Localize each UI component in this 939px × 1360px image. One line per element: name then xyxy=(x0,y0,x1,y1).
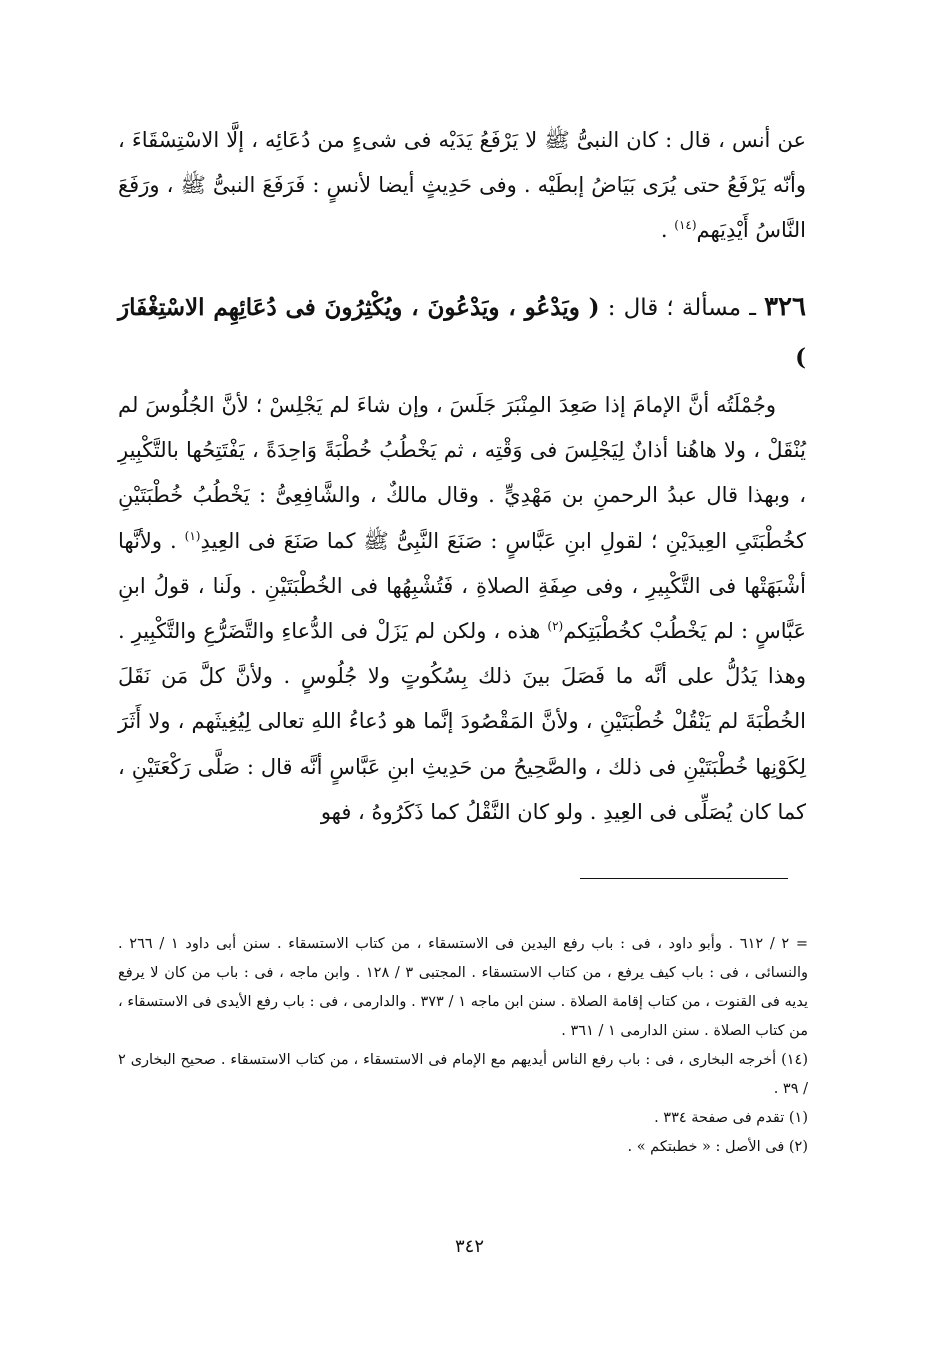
footnote-continuation: = ٢ / ٦١٢ . وأبو داود ، فى : باب رفع اليدين فى الاستسقاء ، من كتاب الاستسقاء . سنن أبى داود ١ / ٢٦٦ . والنسائى ، فى : باب كيف يرفع ، من كتاب الاستسقاء . المجتبى ٣ / ١٢٨ . وابن ماجه ، فى : باب من كان لا يرفع يديه فى القنوت ، من كتاب إقامة الصلاة . سنن ابن ماجه ١ / ٣٧٣ . والدارمى ، فى : باب رفع الأيدى فى الاستسقاء ، من كتاب الصلاة . سنن الدارمى ١ / ٣٦١ . xyxy=(118,936,809,1039)
footnote-ref-14: (١٤) xyxy=(674,218,697,232)
opening-paragraph-text: عن أنس ، قال : كان النبىُّ ﷺ لا يَرْفَعُ يَدَيْه فى شىءٍ من دُعَائِه ، إلَّا الاسْتِسْقَاءَ ، وأنّه يَرْفَعُ حتى يُرَى بَيَاضُ إبطَيْه . وفى حَدِيثٍ أيضا لأنسٍ : فَرَفَعَ النبىُّ ﷺ ، ورَفَعَ النَّاسُ أَيْدِيَهم xyxy=(118,128,806,242)
main-paragraph-part1: وجُمْلَتُه أنَّ الإمامَ إذا صَعِدَ المِنْبَرَ جَلَسَ ، وإن شاءَ لم يَجْلِسْ ؛ لأنَّ الجُلُوسَ لم يُنْقَلْ ، ولا هاهُنا أذانٌ لِيَجْلِسَ فى وَقْتِه ، ثم يَخْطُبُ خُطْبَةً وَاحِدَةً ، يَفْتَتِحُها بالتَّكْبِيرِ ، وبهذا قال عبدُ الرحمنِ بن مَهْدِيٍّ . وقال مالكٌ ، والشَّافِعِىُّ : يَخْطُبُ خُطْبَتَيْنِ كخُطْبَتَىِ العِيدَيْنِ ؛ لقولِ ابنِ عَبَّاسٍ : صَنَعَ النَّبِىُّ ﷺ كما صَنَعَ فى العِيدِ xyxy=(118,393,806,553)
footnote-ref-1: (١) xyxy=(184,528,201,543)
masala-label: ـ مسألة ؛ قال : xyxy=(599,295,765,321)
footnote-2: (٢) فى الأصل : « خطبتكم » . xyxy=(627,1139,808,1155)
main-paragraph-part2: . ولأنَّها أشْبَهَتْها فى التَّكْبِيرِ ، وفى صِفَةِ الصلاةِ ، فَتُشْبِهُها فى الخُطْبَتَيْنِ . ولَنا ، قولُ ابنِ عَبَّاسٍ : لم يَخْطُبْ كخُطْبَتِكم xyxy=(118,528,806,644)
footnote-ref-2: (٢) xyxy=(547,619,564,634)
opening-paragraph-tail: . xyxy=(660,218,675,242)
page-number: ٣٤٢ xyxy=(454,1236,484,1257)
main-paragraph-part3: هذه ، ولكن لم يَزَلْ فى الدُّعاءِ والتَّضَرُّعِ والتَّكْبِيرِ . وهذا يَدُلُّ على أنَّه ما فَصَلَ بينَ ذلك بِسُكُوتٍ ولا جُلُوسٍ . ولأنَّ كلَّ مَن نَقَلَ الخُطْبَةَ لم يَنْقُلْ خُطْبَتَيْنِ ، ولأنَّ المَقْصُودَ إنَّما هو دُعاءُ اللهِ تعالى لِيُغِيثَهم ، ولا أَثَرَ لِكَوْنِها خُطْبَتَيْنِ فى ذلك ، والصَّحِيحُ من حَدِيثِ ابنِ عَبَّاسٍ أنَّه قال : صَلَّى رَكْعَتَيْنِ ، كما كان يُصَلِّى فى العِيدِ . ولو كان النَّقْلُ كما ذَكَرُوهُ ، فهو xyxy=(118,619,806,824)
footnotes xyxy=(118,930,808,1162)
main-paragraph xyxy=(118,383,806,835)
masala-heading xyxy=(118,282,806,383)
footnote-14: (١٤) أخرجه البخارى ، فى : باب رفع الناس أيديهم مع الإمام فى الاستسقاء ، من كتاب الاستسقاء . صحيح البخارى ٢ / ٣٩ . xyxy=(118,1052,808,1097)
footnote-1: (١) تقدم فى صفحة ٣٣٤ . xyxy=(654,1110,808,1126)
footnote-divider xyxy=(580,878,788,879)
opening-paragraph xyxy=(118,118,806,253)
masala-number: ٣٢٦ xyxy=(764,292,806,322)
masala-quote: ( ويَدْعُو ، ويَدْعُونَ ، ويُكْثِرُونَ فى دُعَائِهِم الاسْتِغْفَارَ ) xyxy=(118,294,806,371)
